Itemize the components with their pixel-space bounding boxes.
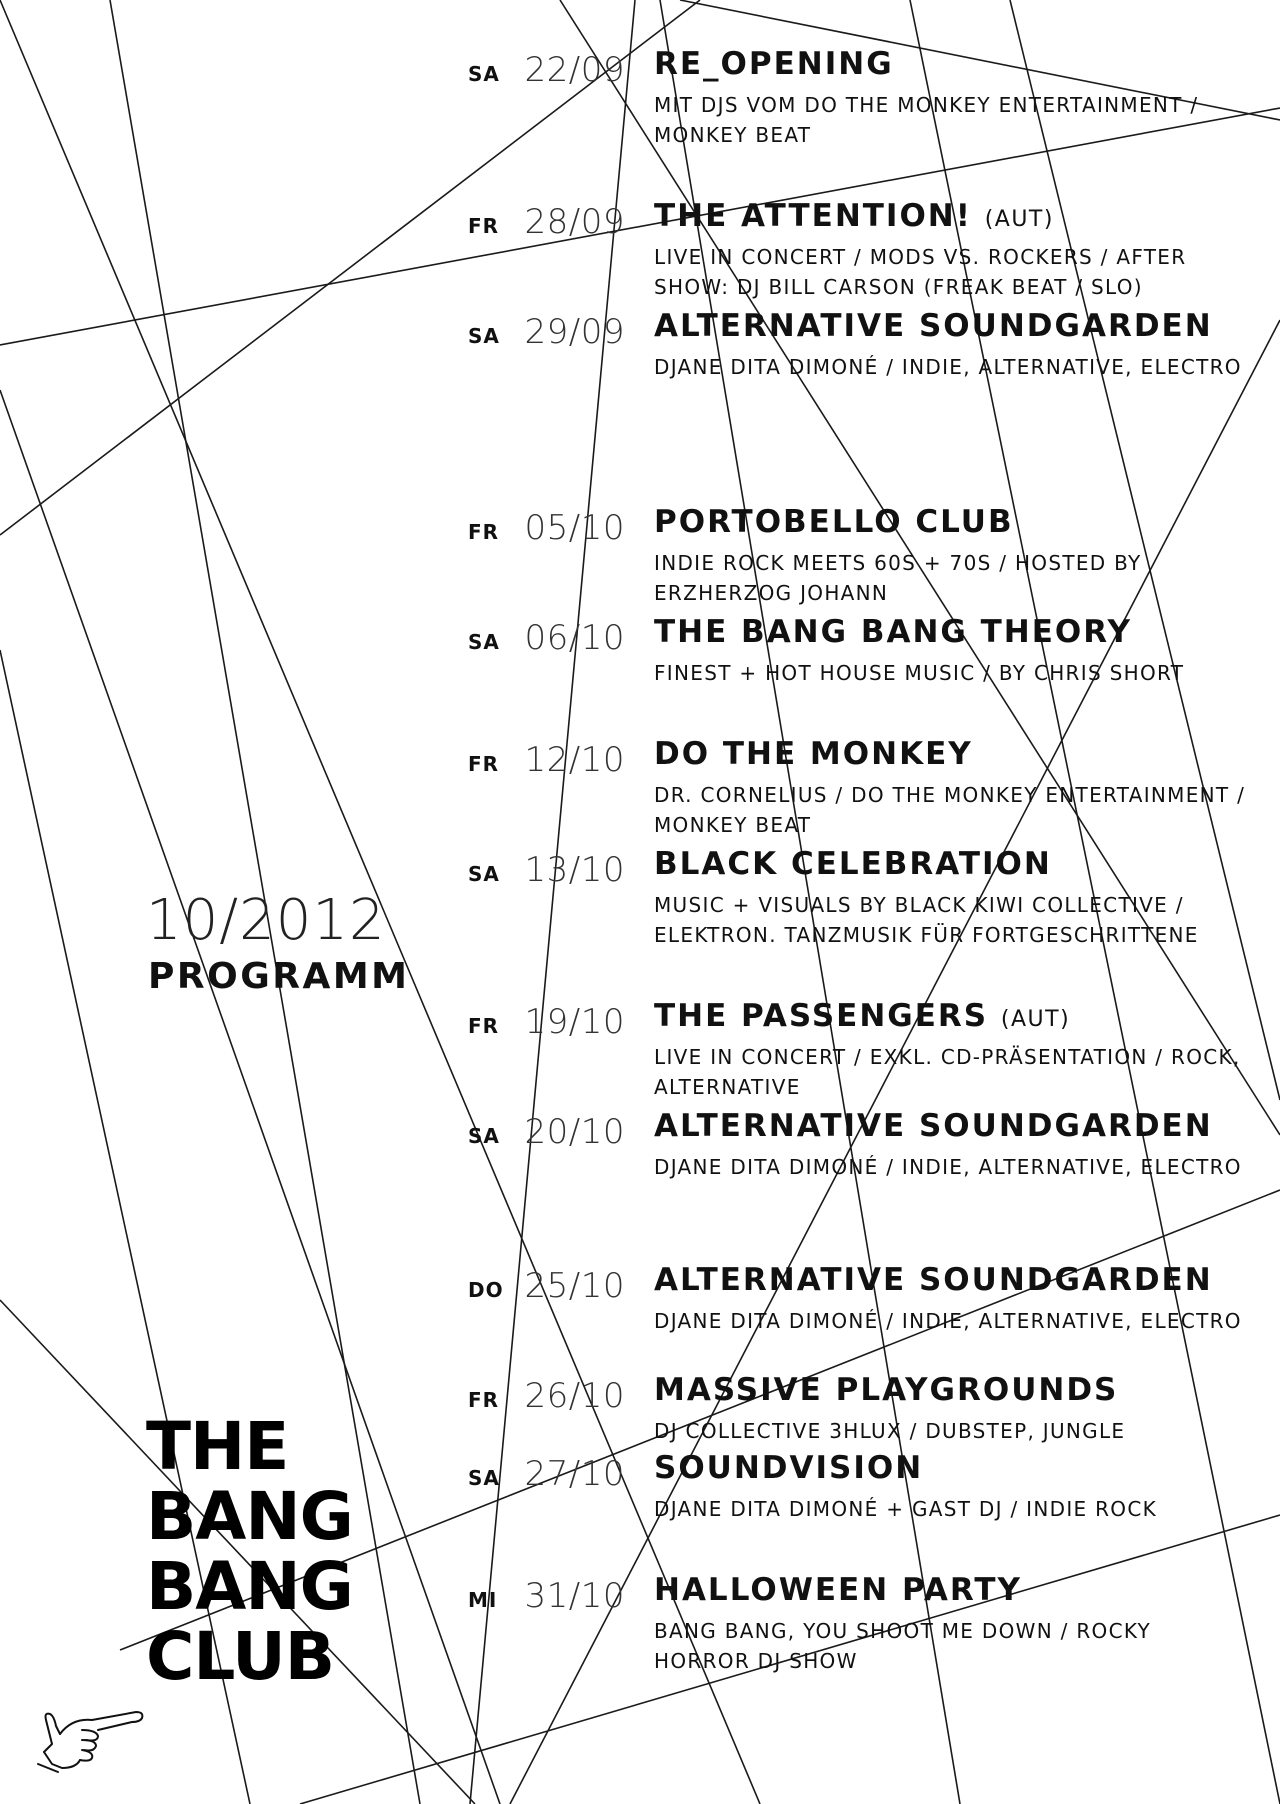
event-day: SA bbox=[468, 862, 500, 886]
event-title bbox=[654, 846, 1052, 882]
event-description: DJANE DITA DIMONÉ / INDIE, ALTERNATIVE, ELECTRO bbox=[654, 355, 1242, 379]
event-description: INDIE ROCK MEETS 60S + 70S / HOSTED BY ERZHERZOG JOHANN bbox=[654, 551, 1142, 605]
event-date: 31/10 bbox=[524, 1576, 625, 1616]
event-description: DJANE DITA DIMONÉ / INDIE, ALTERNATIVE, ELECTRO bbox=[654, 1155, 1242, 1179]
event-description: BANG BANG, YOU SHOOT ME DOWN / ROCKY HORROR DJ SHOW bbox=[654, 1619, 1152, 1673]
event-title-text: SOUNDVISION bbox=[654, 1450, 924, 1486]
event-title-suffix: (AUT) bbox=[984, 207, 1054, 232]
event-title-text: THE BANG BANG THEORY bbox=[654, 614, 1132, 650]
event-title-text: BLACK CELEBRATION bbox=[654, 846, 1052, 882]
event-date: 26/10 bbox=[524, 1376, 625, 1416]
event-day: FR bbox=[468, 1014, 500, 1038]
program-date: 10/2012 bbox=[146, 888, 386, 953]
event-date: 22/09 bbox=[524, 50, 625, 90]
club-name-line: BANG bbox=[146, 1478, 353, 1555]
event-day: SA bbox=[468, 324, 500, 348]
event-description: DJ COLLECTIVE 3HLUX / DUBSTEP, JUNGLE bbox=[654, 1419, 1126, 1443]
event-title-text: ALTERNATIVE SOUNDGARDEN bbox=[654, 308, 1213, 344]
event-date: 27/10 bbox=[524, 1454, 625, 1494]
event-title bbox=[654, 614, 1132, 650]
event-day: FR bbox=[468, 520, 500, 544]
event-title-text: THE PASSENGERS bbox=[654, 998, 989, 1034]
event-description: LIVE IN CONCERT / EXKL. CD-PRÄSENTATION / ROCK, ALTERNATIVE bbox=[654, 1045, 1241, 1099]
program-label: PROGRAMM bbox=[148, 956, 410, 997]
event-description: MUSIC + VISUALS BY BLACK KIWI COLLECTIVE / ELEKTRON. TANZMUSIK FÜR FORTGESCHRITTENE bbox=[654, 893, 1199, 947]
event-title bbox=[654, 736, 973, 772]
event-title bbox=[654, 308, 1213, 344]
event-title bbox=[654, 998, 1070, 1034]
event-title-text: ALTERNATIVE SOUNDGARDEN bbox=[654, 1262, 1213, 1298]
event-title bbox=[654, 1372, 1118, 1408]
event-date: 29/09 bbox=[524, 312, 625, 352]
event-title-suffix: (AUT) bbox=[1000, 1007, 1071, 1032]
event-day: DO bbox=[468, 1278, 504, 1302]
event-date: 12/10 bbox=[524, 740, 625, 780]
event-title bbox=[654, 198, 1054, 234]
event-description: FINEST + HOT HOUSE MUSIC / BY CHRIS SHORT bbox=[654, 661, 1185, 685]
event-date: 19/10 bbox=[524, 1002, 625, 1042]
event-day: SA bbox=[468, 630, 500, 654]
event-title-text: THE ATTENTION! bbox=[654, 198, 972, 234]
event-day: SA bbox=[468, 1466, 500, 1490]
event-description: LIVE IN CONCERT / MODS VS. ROCKERS / AFTER SHOW: DJ BILL CARSON (FREAK BEAT / SLO) bbox=[654, 245, 1187, 299]
event-day: MI bbox=[468, 1588, 498, 1612]
club-name-line: BANG bbox=[146, 1548, 353, 1625]
event-day: SA bbox=[468, 1124, 500, 1148]
event-title-text: MASSIVE PLAYGROUNDS bbox=[654, 1372, 1119, 1408]
event-day: SA bbox=[468, 62, 500, 86]
event-title bbox=[654, 1450, 923, 1486]
event-date: 05/10 bbox=[524, 508, 625, 548]
club-name-line: THE bbox=[146, 1408, 289, 1485]
event-title bbox=[654, 1572, 1022, 1608]
event-day: FR bbox=[468, 752, 500, 776]
event-date: 13/10 bbox=[524, 850, 625, 890]
event-day: FR bbox=[468, 214, 500, 238]
event-title bbox=[654, 46, 894, 82]
event-title-text: RE_OPENING bbox=[654, 46, 894, 82]
event-title bbox=[654, 1262, 1213, 1298]
event-date: 06/10 bbox=[524, 618, 625, 658]
event-description: DR. CORNELIUS / DO THE MONKEY ENTERTAINMENT / MONKEY BEAT bbox=[654, 783, 1246, 837]
event-date: 25/10 bbox=[524, 1266, 625, 1306]
event-date: 28/09 bbox=[524, 202, 625, 242]
event-date: 20/10 bbox=[524, 1112, 625, 1152]
event-description: DJANE DITA DIMONÉ / INDIE, ALTERNATIVE, ELECTRO bbox=[654, 1309, 1242, 1333]
club-name bbox=[146, 1408, 353, 1695]
club-name-line: CLUB bbox=[146, 1618, 335, 1695]
event-title-text: HALLOWEEN PARTY bbox=[654, 1572, 1022, 1608]
event-day: FR bbox=[468, 1388, 500, 1412]
event-title-text: ALTERNATIVE SOUNDGARDEN bbox=[654, 1108, 1213, 1144]
event-title bbox=[654, 504, 1014, 540]
event-title-text: PORTOBELLO CLUB bbox=[654, 504, 1014, 540]
event-title bbox=[654, 1108, 1213, 1144]
event-description: MIT DJS VOM DO THE MONKEY ENTERTAINMENT / MONKEY BEAT bbox=[654, 93, 1199, 147]
pointing-hand-icon bbox=[32, 1660, 152, 1780]
event-description: DJANE DITA DIMONÉ + GAST DJ / INDIE ROCK bbox=[654, 1497, 1158, 1521]
event-title-text: DO THE MONKEY bbox=[654, 736, 973, 772]
